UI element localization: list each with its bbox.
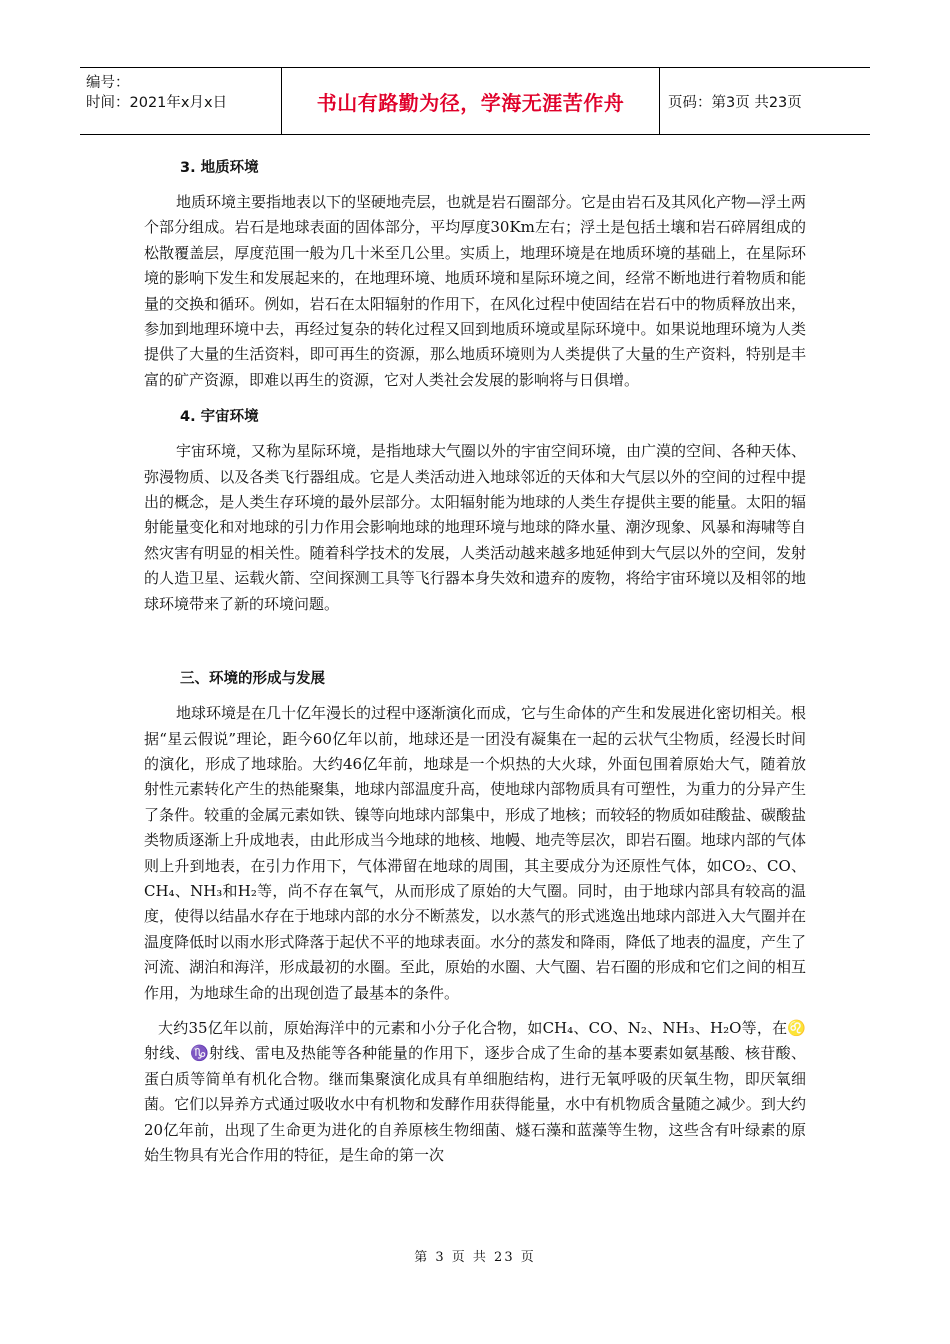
paragraph-geology: 地质环境主要指地表以下的坚硬地壳层，也就是岩石圈部分。它是由岩石及其风化产物—浮土两个部分组成。岩石是地球表面的固体部分，平均厚度30Km左右；浮土是包括土壤和岩石碎屑组成的松散覆盖层，厚度范围一般为几十米至几公里。实质上，地理环境是在地质环境的基础上，在星际环境的影响下发生和发展起来的，在地理环境、地质环境和星际环境之间，经常不断地进行着物质和能量的交换和循环。例如，岩石在太阳辐射的作用下，在风化过程中使固结在岩石中的物质释放出来，参加到地理环境中去，再经过复杂的转化过程又回到地质环境或星际环境中。如果说地理环境为人类提供了大量的生活资料，即可再生的资源，那么地质环境则为人类提供了大量的生产资料，特别是丰富的矿产资源，即难以再生的资源，它对人类社会发展的影响将与日俱增。 bbox=[144, 193, 807, 389]
header-motto-cell bbox=[282, 68, 660, 134]
page-footer: 第 3 页 共 23 页 bbox=[414, 1250, 536, 1265]
paragraph-cosmos: 宇宙环境，又称为星际环境，是指地球大气圈以外的宇宙空间环境，由广漠的空间、各种天体、弥漫物质、以及各类飞行器组成。它是人类活动进入地球邻近的天体和大气层以外的空间的过程中提出的概念，是人类生存环境的最外层部分。太阳辐射能为地球的人类生存提供主要的能量。太阳的辐射能量变化和对地球的引力作用会影响地球的地理环境与地球的降水量、潮汐现象、风暴和海啸等自然灾害有明显的相关性。随着科学技术的发展，人类活动越来越多地延伸到大气层以外的空间，发射的人造卫星、运载火箭、空间探测工具等飞行器本身失效和遗弃的废物，将给宇宙环境以及相邻的地球环境带来了新的环境问题。 bbox=[144, 442, 807, 613]
page-header bbox=[80, 67, 870, 135]
paragraph-formation-1: 地球环境是在几十亿年漫长的过程中逐渐演化而成，它与生命体的产生和发展进化密切相关。根据“星云假说”理论，距今60亿年以前，地球还是一团没有凝集在一起的云状气尘物质，经漫长时间的演化，形成了地球胎。大约46亿年前，地球是一个炽热的大火球，外面包围着原始大气，随着放射性元素转化产生的热能聚集，地球内部温度升高，使地球内部物质具有可塑性，为重力的分异产生了条件。较重的金属元素如铁、镍等向地球内部集中，形成了地核；而较轻的物质如硅酸盐、碳酸盐类物质逐渐上升成地表，由此形成当今地球的地核、地幔、地壳等层次，即岩石圈。地球内部的气体则上升到地表，在引力作用下，气体滞留在地球的周围，其主要成分为还原性气体，如CO₂、CO、CH₄、NH₃和H₂等，尚不存在氧气，从而形成了原始的大气圈。同时，由于地球内部具有较高的温度，使得以结晶水存在于地球内部的水分不断蒸发，以水蒸气的形式逃逸出地球内部进入大气圈并在温度降低时以雨水形式降落于起伏不平的地球表面。水分的蒸发和降雨，降低了地表的温度，产生了河流、湖泊和海洋，形成最初的水圈。至此，原始的水圈、大气圈、岩石圈的形成和它们之间的相互作用，为地球生命的出现创造了最基本的条件。 bbox=[144, 704, 807, 1002]
section-title-geology: 3. 地质环境 bbox=[180, 160, 259, 176]
header-page-cell bbox=[660, 68, 870, 134]
motto: 书山有路勤为径，学海无涯苦作舟 bbox=[316, 90, 625, 115]
date-label: 时间：2021年x月x日 bbox=[86, 95, 228, 111]
document-body bbox=[144, 150, 806, 1168]
header-meta bbox=[80, 68, 282, 134]
number-label: 编号： bbox=[86, 75, 130, 91]
page-label: 页码：第3页 共23页 bbox=[668, 94, 802, 111]
section-title-cosmos: 4. 宇宙环境 bbox=[180, 409, 259, 426]
section-title-formation: 三、环境的形成与发展 bbox=[180, 671, 325, 688]
paragraph-formation-2: 大约35亿年以前，原始海洋中的元素和小分子化合物，如CH₄、CO、N₂、NH₃、H₂O等，在♌射线、♑射线、雷电及热能等各种能量的作用下，逐步合成了生命的基本要素如氨基酸、核苷酸、蛋白质等简单有机化合物。继而集聚演化成具有单细胞结构，进行无氧呼吸的厌氧生物，即厌氧细菌。它们以异养方式通过吸收水中有机物和发酵作用获得能量，水中有机物质含量随之减少。到大约20亿年前，出现了生命更为进化的自养原核生物细菌、燧石藻和蓝藻等生物，这些含有叶绿素的原始生物具有光合作用的特征，是生命的第一次 bbox=[144, 1018, 806, 1164]
